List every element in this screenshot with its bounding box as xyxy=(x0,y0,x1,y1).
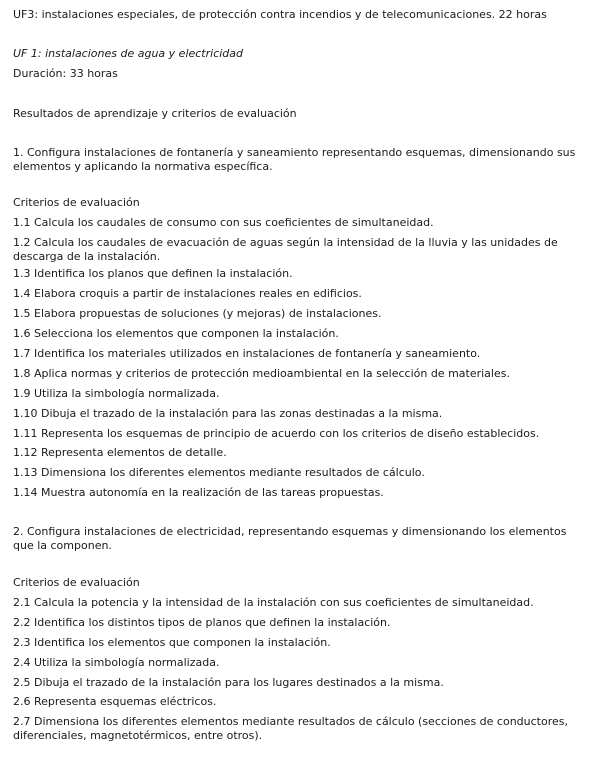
section-title: Resultados de aprendizaje y criterios de evaluación xyxy=(13,107,297,120)
criterion-1-6: 1.6 Selecciona los elementos que componen la instalación. xyxy=(13,327,339,340)
criterion-1-12: 1.12 Representa elementos de detalle. xyxy=(13,446,227,459)
uf3-heading: UF3: instalaciones especiales, de protección contra incendios y de telecomunicaciones. 22 horas xyxy=(13,8,547,21)
criterion-2-2: 2.2 Identifica los distintos tipos de planos que definen la instalación. xyxy=(13,616,391,629)
criterion-1-14: 1.14 Muestra autonomía en la realización de las tareas propuestas. xyxy=(13,486,384,499)
criterion-1-9: 1.9 Utiliza la simbología normalizada. xyxy=(13,387,220,400)
criterion-1-11: 1.11 Representa los esquemas de principio de acuerdo con los criterios de diseño establecidos. xyxy=(13,427,540,440)
criteria-title-1: Criterios de evaluación xyxy=(13,196,140,209)
uf1-title: UF 1: instalaciones de agua y electricidad xyxy=(13,47,244,60)
criterion-2-4: 2.4 Utiliza la simbología normalizada. xyxy=(13,656,220,669)
criterion-1-4: 1.4 Elabora croquis a partir de instalaciones reales en edificios. xyxy=(13,287,362,300)
criterion-2-5: 2.5 Dibuja el trazado de la instalación para los lugares destinados a la misma. xyxy=(13,676,444,689)
criterion-2-6: 2.6 Representa esquemas eléctricos. xyxy=(13,695,217,708)
criterion-1-5: 1.5 Elabora propuestas de soluciones (y mejoras) de instalaciones. xyxy=(13,307,382,320)
criterion-1-8: 1.8 Aplica normas y criterios de protección medioambiental en la selección de materiales. xyxy=(13,367,510,380)
criterion-1-13: 1.13 Dimensiona los diferentes elementos mediante resultados de cálculo. xyxy=(13,466,425,479)
criteria-title-2: Criterios de evaluación xyxy=(13,576,140,589)
criterion-2-3: 2.3 Identifica los elementos que componen la instalación. xyxy=(13,636,331,649)
criterion-2-1: 2.1 Calcula la potencia y la intensidad de la instalación con sus coeficientes de simultaneidad. xyxy=(13,596,534,609)
criterion-1-10: 1.10 Dibuja el trazado de la instalación para las zonas destinadas a la misma. xyxy=(13,407,443,420)
criterion-1-2: 1.2 Calcula los caudales de evacuación de aguas según la intensidad de la lluvia y las unidades de descarga de la instalación. xyxy=(13,236,558,263)
learning-outcome-2: 2. Configura instalaciones de electricidad, representando esquemas y dimensionando los elementos que la componen. xyxy=(13,525,567,552)
uf1-duration: Duración: 33 horas xyxy=(13,67,118,80)
criterion-1-1: 1.1 Calcula los caudales de consumo con sus coeficientes de simultaneidad. xyxy=(13,216,434,229)
learning-outcome-1: 1. Configura instalaciones de fontanería y saneamiento representando esquemas, dimensionando sus elementos y aplicando la normativa específica. xyxy=(13,146,576,173)
criterion-2-7: 2.7 Dimensiona los diferentes elementos mediante resultados de cálculo (secciones de conductores, diferenciales, magnetotérmicos, entre otros). xyxy=(13,715,568,742)
criterion-1-7: 1.7 Identifica los materiales utilizados en instalaciones de fontanería y saneamiento. xyxy=(13,347,481,360)
criterion-1-3: 1.3 Identifica los planos que definen la instalación. xyxy=(13,267,293,280)
